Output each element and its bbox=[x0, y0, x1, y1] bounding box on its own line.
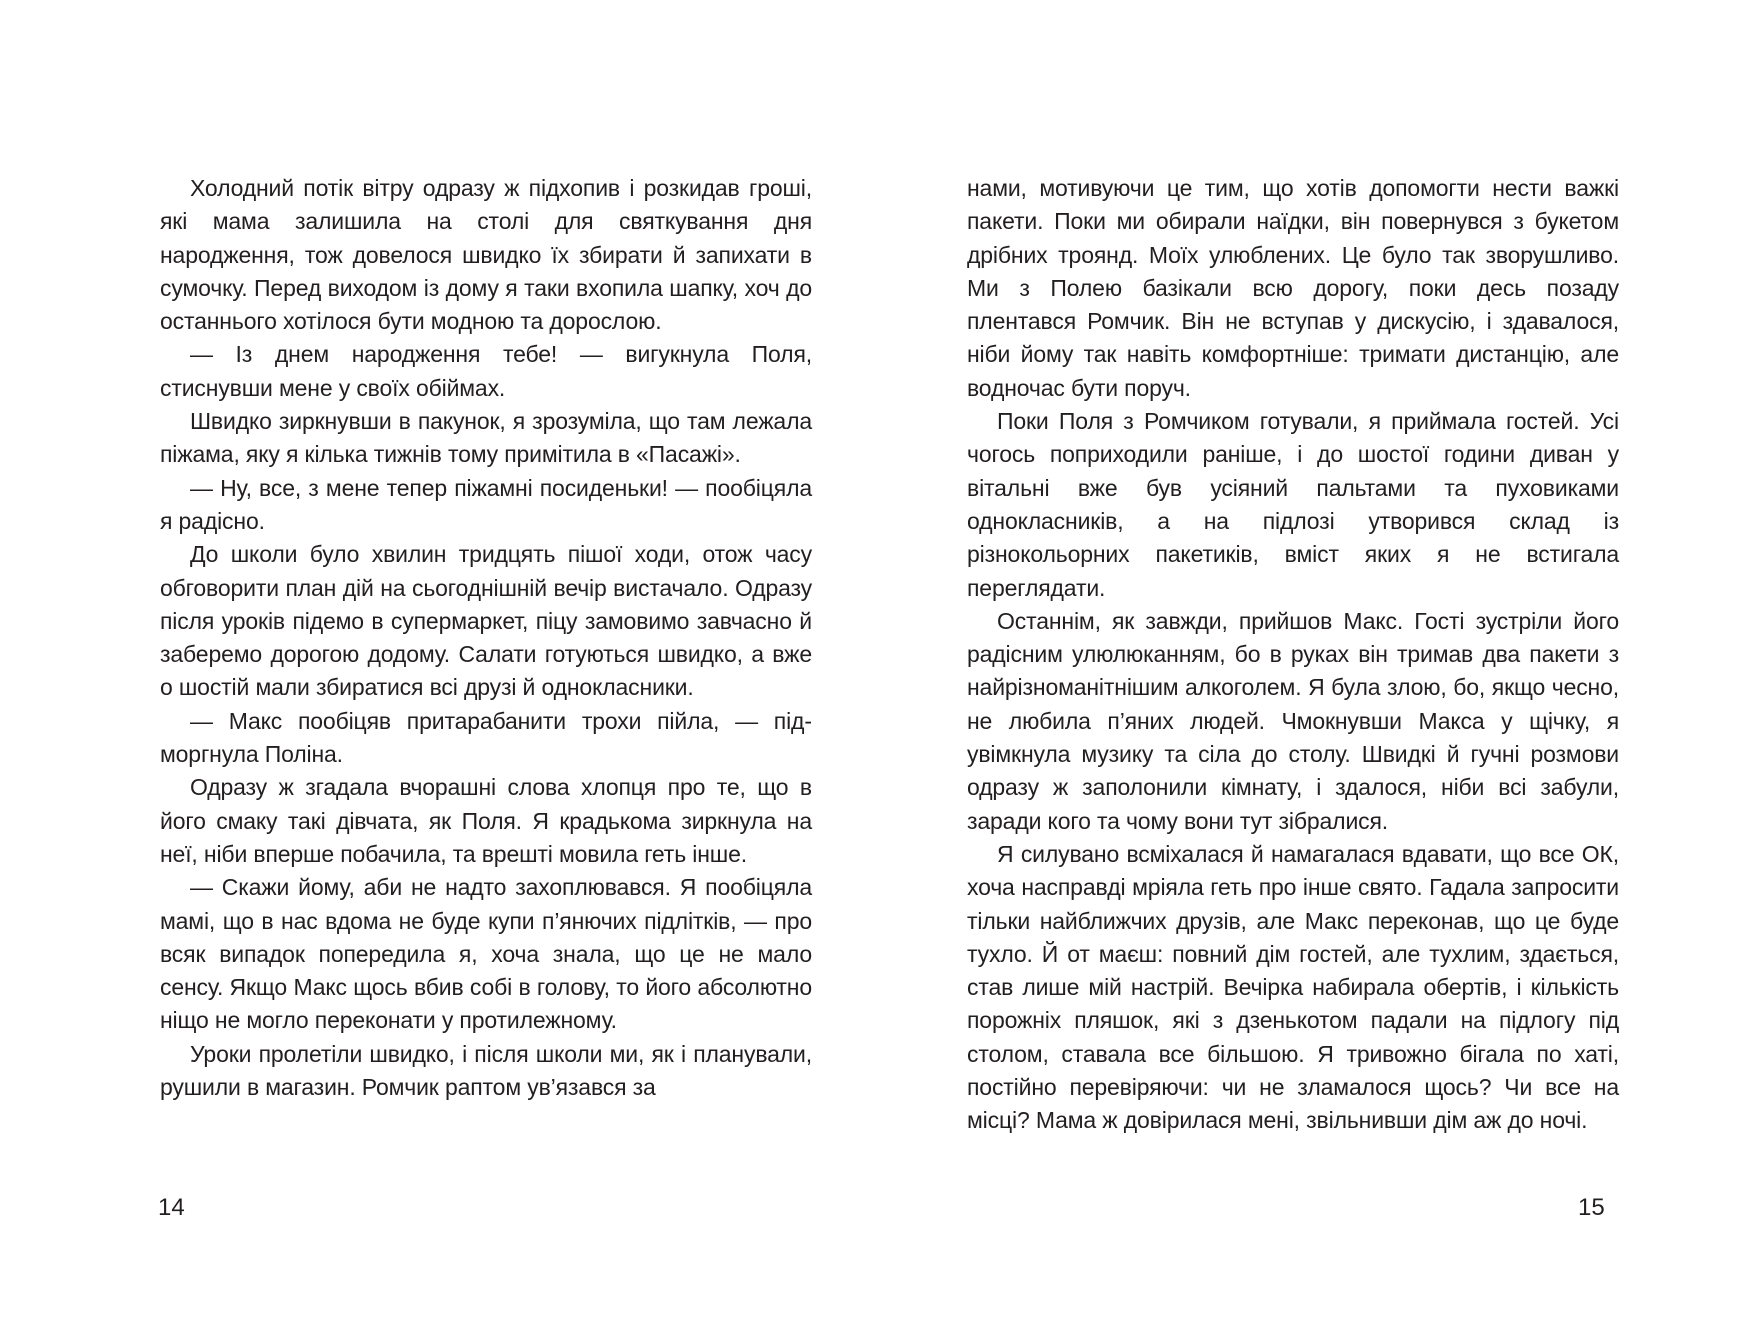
paragraph: — Із днем народження тебе! — вигукнула Поля, стиснувши мене у своїх обіймах. bbox=[160, 341, 812, 401]
paragraph: Холодний потік вітру одразу ж підхопив і розкидав гроші, які мама залишила на столі для святкування дня народження, тож довелося швидко їх збирати й запихати в сумочку. Перед виходом із дому я таки вхопила шапку, хоч до останнього хотілося бути модною та дорослою. bbox=[160, 175, 812, 335]
paragraph: Швидко зиркнувши в пакунок, я зрозуміла, що там лежала піжама, яку я кілька тижнів тому примітила в «Пасажі». bbox=[160, 408, 812, 468]
page-number: 14 bbox=[158, 1194, 185, 1221]
left-page bbox=[0, 0, 874, 1329]
paragraph-continuation: нами, мотивуючи це тим, що хотів допомогти нести важкі пакети. Поки ми обирали наїдки, він повернувся з букетом дрібних троянд. Моїх улюблених. Це було так зворушливо. Ми з Полею базікали всю дорогу, поки десь позаду плентався Ромчик. Він не вступав у дискусію, і здавалося, ніби йому так навіть комфортніше: тримати дистанцію, але водночас бути поруч. bbox=[967, 175, 1619, 401]
paragraph: Я силувано всміхалася й намагалася вдавати, що все ОК, хоча насправді мріяла геть про інше свято. Гадала запросити тільки найближчих друзів, але Макс переконав, що це буде тухло. Й от маєш: повний дім гостей, але тухлим, здається, став лише мій настрій. Вечірка набирала обертів, і кількість порожніх пляшок, які з дзенькотом падали на підлогу під столом, ставала все більшою. Я тривожно бігала по хаті, постійно перевіряючи: чи не зламалося щось? Чи все на місці? Мама ж довірилася мені, звільнивши дім аж до ночі. bbox=[967, 840, 1619, 1134]
paragraph: Одразу ж згадала вчорашні слова хлопця про те, що в його смаку такі дівчата, як Поля. Я крадькома зиркнула на неї, ніби вперше побачила, та врешті мовила геть інше. bbox=[160, 774, 812, 867]
paragraph: Поки Поля з Ромчиком готували, я приймала гостей. Усі чогось поприходили раніше, і до шостої години диван у вітальні вже був усіяний пальтами та пуховиками однокласників, а на підлозі утворився склад із різнокольорних пакетиків, вміст яких я не встигала переглядати. bbox=[967, 408, 1619, 601]
paragraph: Останнім, як завжди, прийшов Макс. Гості зустріли його радісним улюлюканням, бо в руках він тримав два пакети з найрізноманітнішим алкоголем. Я була злою, бо, якщо чесно, не любила п’яних людей. Чмокнувши Макса у щічку, я увімкнула музику та сіла до столу. Швидкі й гучні розмови одразу ж заполонили кімнату, і здалося, ніби всі забули, заради кого та чому вони тут зібралися. bbox=[967, 607, 1619, 834]
paragraph: — Скажи йому, аби не надто захоплювався. Я пообіцяла мамі, що в нас вдома не буде купи п’янючих підлітків, — про всяк випадок попередила я, хоча знала, що це не мало сенсу. Якщо Макс щось вбив собі в голову, то його абсолютно ніщо не могло переконати у протилежному. bbox=[160, 874, 812, 1034]
right-page-text bbox=[967, 172, 1619, 1138]
left-page-text bbox=[160, 172, 812, 1104]
paragraph: — Ну, все, з мене тепер піжамні посиденьки! — пообіцяла я радісно. bbox=[160, 474, 812, 534]
paragraph: — Макс пообіцяв притарабанити трохи пійла, — підморгнула Поліна. bbox=[160, 707, 812, 768]
paragraph: До школи було хвилин тридцять пішої ходи, отож часу обговорити план дій на сьогоднішній вечір вистачало. Одразу після уроків підемо в супермаркет, піцу замовимо завчасно й заберемо дорогою додому. Салати готуються швидко, а вже о шостій мали збиратися всі друзі й однокласники. bbox=[160, 541, 812, 701]
paragraph: Уроки пролетіли швидко, і після школи ми, як і планували, рушили в магазин. Ромчик раптом ув’язався за bbox=[160, 1040, 812, 1101]
right-page bbox=[874, 0, 1748, 1329]
page-number: 15 bbox=[1578, 1194, 1605, 1221]
